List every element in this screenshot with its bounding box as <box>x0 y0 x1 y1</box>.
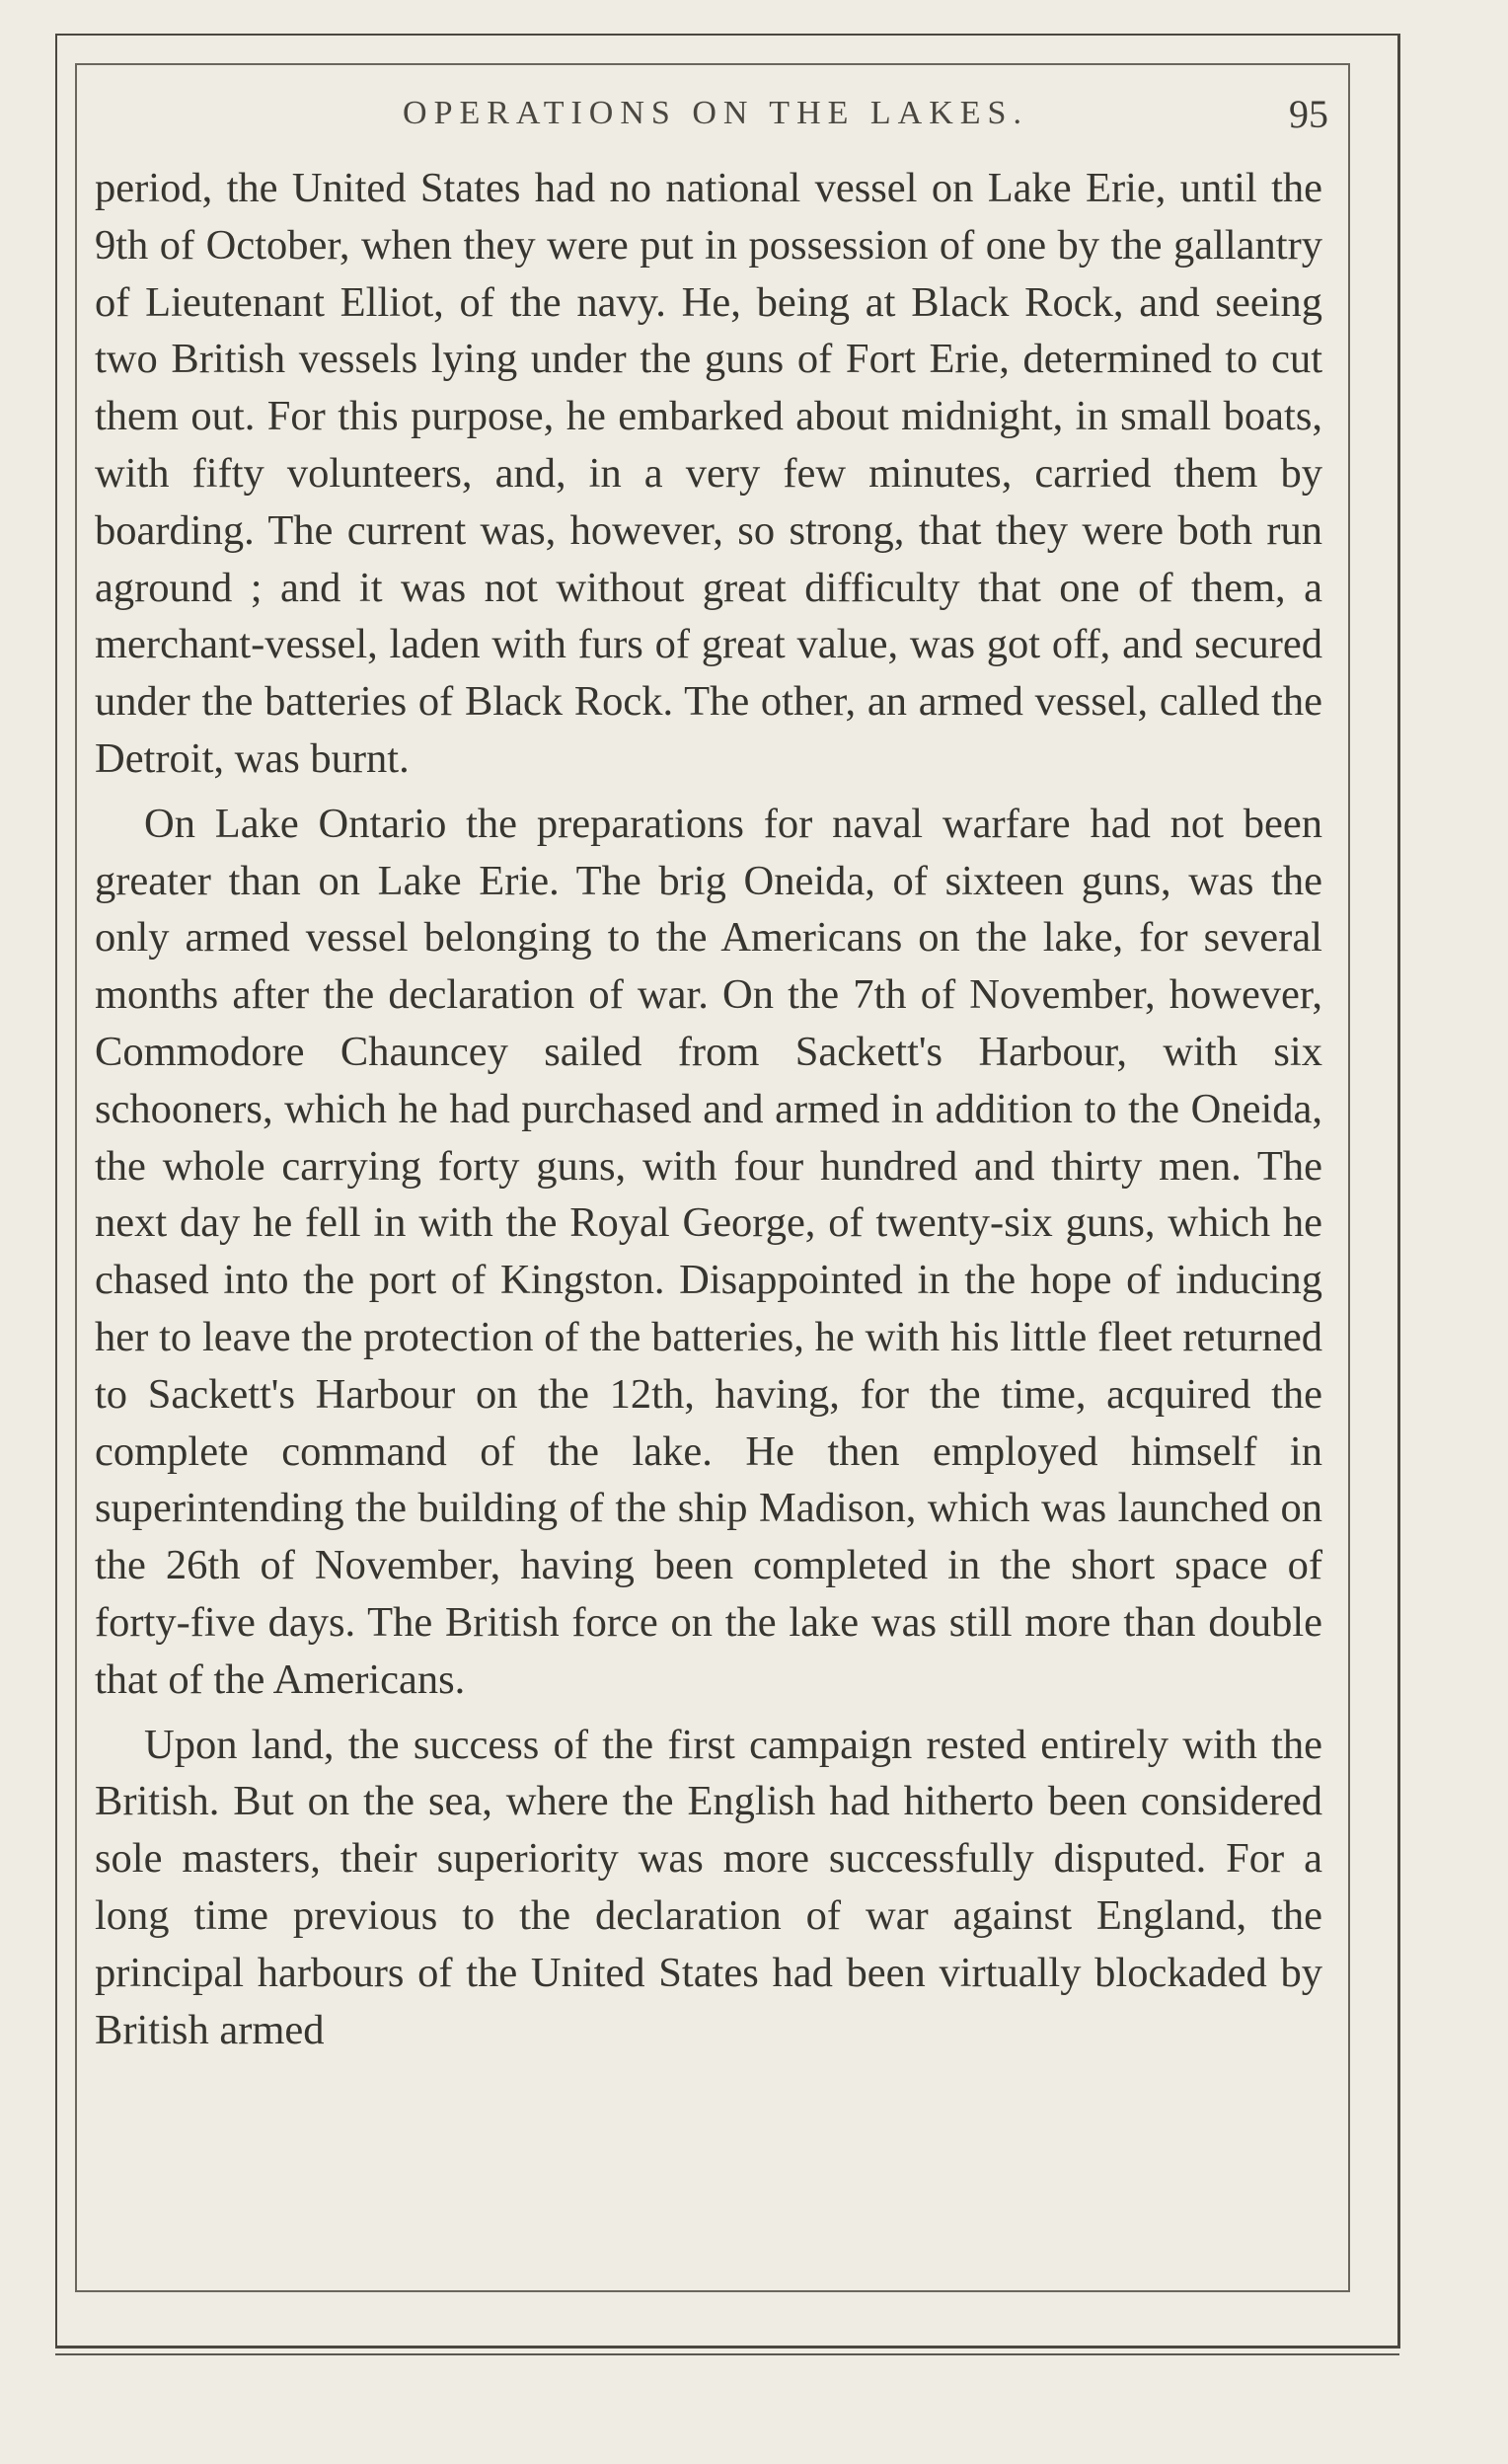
page-number: 95 <box>1289 92 1328 136</box>
page-header <box>95 91 1336 140</box>
body-text <box>95 160 1322 2058</box>
bottom-rule <box>55 2353 1399 2355</box>
running-head: OPERATIONS ON THE LAKES. <box>403 95 1028 131</box>
paragraph: On Lake Ontario the preparations for naval warfare had not been greater than on Lake Erie. The brig Oneida, of sixteen guns, was the only armed vessel belonging to the Americans on the lake, for several months after the declaration of war. On the 7th of November, however, Commodore Chauncey sailed from Sackett's Harbour, with six schooners, which he had purchased and armed in addition to the Oneida, the whole carrying forty guns, with four hundred and thirty men. The next day he fell in with the Royal George, of twenty-six guns, which he chased into the port of Kingston. Disappointed in the hope of inducing her to leave the protection of the batteries, he with his little fleet returned to Sackett's Harbour on the 12th, having, for the time, acquired the complete command of the lake. He then employed himself in superintending the building of the ship Madison, which was launched on the 26th of November, having been completed in the short space of forty-five days. The British force on the lake was still more than double that of the Americans. <box>95 800 1322 1703</box>
paragraph: Upon land, the success of the first campaign rested entirely with the British. But on the sea, where the English had hitherto been considered sole masters, their superiority was more successfully disputed. For a long time previous to the declaration of war against England, the principal harbours of the United States had been virtually blockaded by British armed <box>95 1721 1322 2053</box>
paragraph: period, the United States had no national vessel on Lake Erie, until the 9th of October, when they were put in possession of one by the gallantry of Lieutenant Elliot, of the navy. He, being at Black Rock, and seeing two British vessels lying under the guns of Fort Erie, determined to cut them out. For this purpose, he embarked about midnight, in small boats, with fifty volunteers, and, in a very few minutes, carried them by boarding. The current was, however, so strong, that they were both run aground ; and it was not without great difficulty that one of them, a merchant-vessel, laden with furs of great value, was got off, and secured under the batteries of Black Rock. The other, an armed vessel, called the Detroit, was burnt. <box>95 165 1322 782</box>
